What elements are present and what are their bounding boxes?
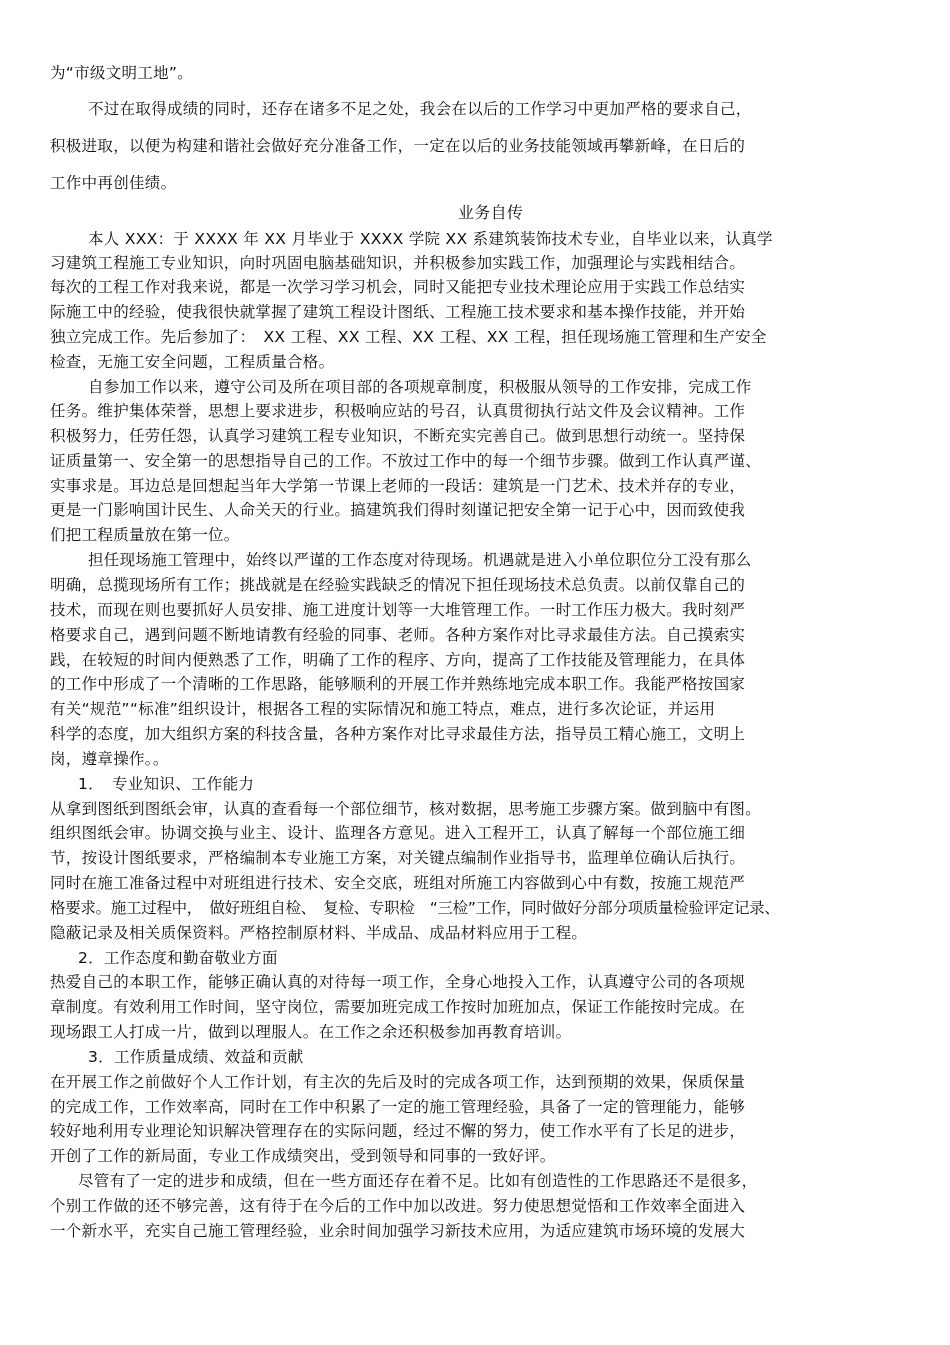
body-line: 尽管有了一定的进步和成绩，但在一些方面还存在着不足。比如有创造性的工作思路还不是很多， xyxy=(78,1172,758,1190)
intro-line: 不过在取得成绩的同时，还存在诸多不足之处，我会在以后的工作学习中更加严格的要求自己， xyxy=(88,100,752,118)
body-line: 们把工程质量放在第一位。 xyxy=(50,526,240,544)
body-line: 在开展工作之前做好个人工作计划，有主次的先后及时的完成各项工作，达到预期的效果，保质保量 xyxy=(50,1073,746,1091)
section-heading: 3．工作质量成绩、效益和贡献 xyxy=(88,1048,304,1066)
intro-line: 积极进取，以便为构建和谐社会做好充分准备工作，一定在以后的业务技能领域再攀新峰，在日后的 xyxy=(50,137,746,155)
body-line: 本人 XXX：于 XXXX 年 XX 月毕业于 XXXX 学院 XX 系建筑装饰技术专业，自毕业以来，认真学 xyxy=(88,230,773,248)
body-line: 检查，无施工安全问题，工程质量合格。 xyxy=(50,353,335,371)
body-line: 同时在施工准备过程中对班组进行技术、安全交底，班组对所施工内容做到心中有数，按施工规范严 xyxy=(50,874,746,892)
section-heading: 1． 专业知识、工作能力 xyxy=(78,775,255,793)
body-line: 更是一门影响国计民生、人命关天的行业。搞建筑我们得时刻谨记把安全第一记于心中，因而致使我 xyxy=(50,501,746,519)
body-line: 担任现场施工管理中，始终以严谨的工作态度对待现场。机遇就是进入小单位职位分工没有那么 xyxy=(88,551,752,569)
body-line: 格要求自己，遇到问题不断地请教有经验的同事、老师。各种方案作对比寻求最佳方法。自己摸索实 xyxy=(50,626,746,644)
body-line: 的完成工作，工作效率高，同时在工作中积累了一定的施工管理经验，具备了一定的管理能力，能够 xyxy=(50,1098,746,1116)
body-line: 的工作中形成了一个清晰的工作思路，能够顺利的开展工作并熟练地完成本职工作。我能严格按国家 xyxy=(50,675,746,693)
body-line: 组织图纸会审。协调交换与业主、设计、监理各方意见。进入工程开工，认真了解每一个部位施工细 xyxy=(50,824,746,842)
intro-line: 为“市级文明工地”。 xyxy=(50,64,194,82)
body-line: 开创了工作的新局面，专业工作成绩突出，受到领导和同事的一致好评。 xyxy=(50,1147,556,1165)
body-line: 技术，而现在则也要抓好人员安排、施工进度计划等一大堆管理工作。一时工作压力极大。我时刻严 xyxy=(50,601,746,619)
body-line: 自参加工作以来，遵守公司及所在项目部的各项规章制度，积极服从领导的工作安排，完成工作 xyxy=(88,378,752,396)
body-line: 践，在较短的时间内便熟悉了工作，明确了工作的程序、方向，提高了工作技能及管理能力，在具体 xyxy=(50,651,746,669)
body-line: 任务。维护集体荣誉，思想上要求进步，积极响应站的号召，认真贯彻执行站文件及会议精神。工作 xyxy=(50,402,746,420)
body-line: 独立完成工作。先后参加了： XX 工程、XX 工程、XX 工程、XX 工程，担任现场施工管理和生产安全 xyxy=(50,328,767,346)
body-line: 个别工作做的还不够完善，这有待于在今后的工作中加以改进。努力使思想觉悟和工作效率全面进入 xyxy=(50,1197,746,1215)
body-line: 积极努力，任劳任怨，认真学习建筑工程专业知识，不断充实完善自己。做到思想行动统一。坚持保 xyxy=(50,427,746,445)
body-line: 热爱自己的本职工作，能够正确认真的对待每一项工作，全身心地投入工作，认真遵守公司的各项规 xyxy=(50,973,746,991)
body-line: 一个新水平，充实自己施工管理经验，业余时间加强学习新技术应用，为适应建筑市场环境的发展大 xyxy=(50,1222,746,1240)
body-line: 际施工中的经验，使我很快就掌握了建筑工程设计图纸、工程施工技术要求和基本操作技能，并开始 xyxy=(50,303,746,321)
body-line: 隐蔽记录及相关质保资料。严格控制原材料、半成品、成品材料应用于工程。 xyxy=(50,924,588,942)
body-line: 章制度。有效利用工作时间，坚守岗位，需要加班完成工作按时加班加点，保证工作能按时完成。在 xyxy=(50,998,746,1016)
body-line: 现场跟工人打成一片，做到以理服人。在工作之余还积极参加再教育培训。 xyxy=(50,1023,572,1041)
body-line: 节，按设计图纸要求，严格编制本专业施工方案，对关键点编制作业指导书，监理单位确认后执行。 xyxy=(50,849,746,867)
body-line: 习建筑工程施工专业知识，向时巩固电脑基础知识，并积极参加实践工作，加强理论与实践相结合。 xyxy=(50,254,746,272)
body-line: 有关“规范”“标准”组织设计，根据各工程的实际情况和施工特点，难点，进行多次论证，并运用 xyxy=(50,700,716,718)
body-line: 证质量第一、安全第一的思想指导自己的工作。不放过工作中的每一个细节步骤。做到工作认真严谨、 xyxy=(50,452,762,470)
body-line: 格要求。施工过程中， 做好班组自检、 复检、专职检 “三检”工作，同时做好分部分项质量检验评定记录、 xyxy=(50,899,780,917)
body-line: 从拿到图纸到图纸会审，认真的查看每一个部位细节，核对数据，思考施工步骤方案。做到脑中有图。 xyxy=(50,800,762,818)
section-heading: 2．工作态度和勤奋敬业方面 xyxy=(78,949,278,967)
body-line: 每次的工程工作对我来说，都是一次学习学习机会，同时又能把专业技术理论应用于实践工作总结实 xyxy=(50,278,746,296)
document-title: 业务自传 xyxy=(458,203,524,222)
intro-line: 工作中再创佳绩。 xyxy=(50,174,177,192)
body-line: 明确，总揽现场所有工作；挑战就是在经验实践缺乏的情况下担任现场技术总负责。以前仅靠自己的 xyxy=(50,576,746,594)
body-line: 岗，遵章操作。。 xyxy=(50,750,169,768)
body-line: 较好地利用专业理论知识解决管理存在的实际问题，经过不懈的努力，使工作水平有了长足的进步， xyxy=(50,1122,746,1140)
body-line: 科学的态度，加大组织方案的科技含量，各种方案作对比寻求最佳方法，指导员工精心施工，文明上 xyxy=(50,725,746,743)
body-line: 实事求是。耳边总是回想起当年大学第一节课上老师的一段话：建筑是一门艺术、技术并存的专业， xyxy=(50,477,746,495)
